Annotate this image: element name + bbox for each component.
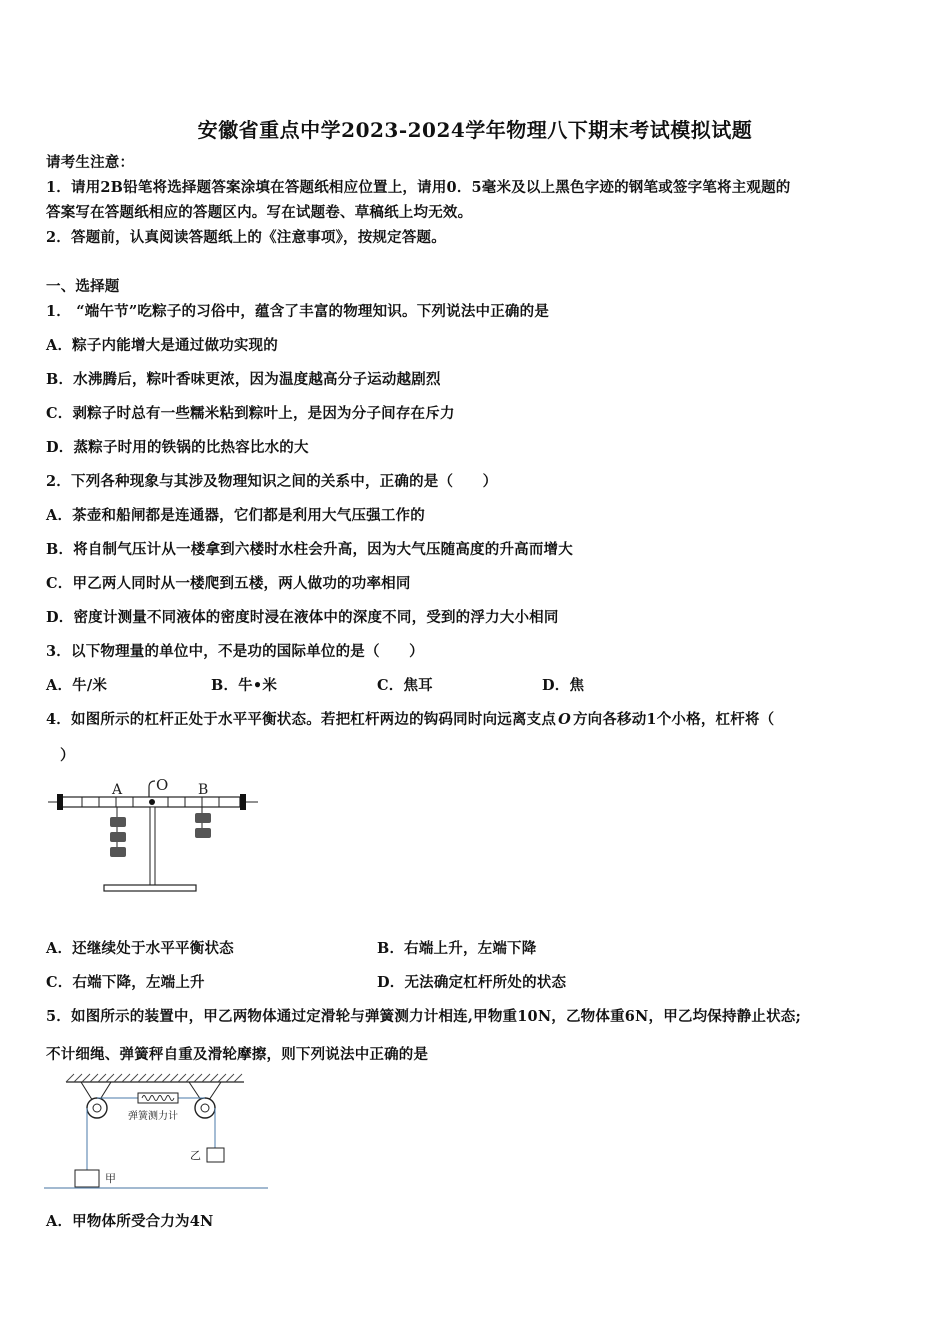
q1-option-a: A．粽子内能增大是通过做功实现的 [46,337,278,354]
object-yi [207,1148,224,1162]
q4-option-c: C．右端下降，左端上升 [46,974,205,991]
lever-figure [48,775,263,900]
q4-stem-part2: 方向各移动1个小格，杠杆将（ [572,711,775,728]
q4-stem [46,711,774,729]
right-pulley-axle [201,1104,209,1112]
lever-label-b: B [198,782,209,798]
q1-option-b: B．水沸腾后，粽叶香味更浓，因为温度越高分子运动越剧烈 [46,371,441,388]
lever-label-o: O [156,776,169,794]
q2-stem: 2．下列各种现象与其涉及物理知识之间的关系中，正确的是（ ） [46,473,498,490]
q3-option-d: D．焦 [542,677,585,694]
notice-line-2: 答案写在答题纸相应的答题区内。写在试题卷、草稿纸上均无效。 [46,204,473,221]
q3-option-a: A．牛/米 [46,677,108,694]
q2-option-d: D．密度计测量不同液体的密度时浸在液体中的深度不同，受到的浮力大小相同 [46,609,559,626]
q4-option-a: A．还继续处于水平平衡状态 [46,940,234,957]
q5-stem-line-2: 不计细绳、弹簧秤自重及滑轮摩擦，则下列说法中正确的是 [46,1046,429,1063]
lever-label-a: A [112,782,123,798]
q1-option-c: C．剥粽子时总有一些糯米粘到粽叶上，是因为分子间存在斥力 [46,405,455,422]
left-pulley-axle [93,1104,101,1112]
notice-line-3: 2．答题前，认真阅读答题纸上的《注意事项》，按规定答题。 [46,229,446,246]
object-jia-label: 甲 [105,1172,116,1185]
q3-option-b: B．牛•米 [211,677,278,694]
q3-stem: 3．以下物理量的单位中，不是功的国际单位的是（ ） [46,643,424,660]
q1-stem: 1． “端午节”吃粽子的习俗中，蕴含了丰富的物理知识。下列说法中正确的是 [46,303,550,320]
ceiling-hatch [66,1074,242,1082]
q4-stem-part1: 4．如图所示的杠杆正处于水平平衡状态。若把杠杆两边的钩码同时向远离支点 [46,711,557,728]
left-weights [110,807,126,857]
object-jia [75,1170,99,1187]
stand-base [104,885,196,891]
q4-option-b: B．右端上升，左端下降 [377,940,537,957]
q4-stem-pivot-o: O [558,711,571,728]
notice-line-1: 1．请用2B铅笔将选择题答案涂填在答题纸相应位置上，请用0．5毫米及以上黑色字迹的钢笔或签字笔将主观题的 [46,179,791,196]
stand-pole [150,807,155,885]
q3-option-c: C．焦耳 [377,677,433,694]
pivot-hook [149,781,155,797]
pivot-point [149,799,155,805]
paper-title: 安徽省重点中学2023-2024学年物理八下期末考试模拟试题 [197,118,753,142]
q2-option-b: B．将自制气压计从一楼拿到六楼时水柱会升高，因为大气压随高度的升高而增大 [46,541,573,558]
spring-scale-label: 弹簧测力计 [128,1111,178,1122]
section-heading: 一、选择题 [46,278,120,295]
q1-option-d: D．蒸粽子时用的铁锅的比热容比水的大 [46,439,309,456]
lever-left-nut [57,794,63,810]
q5-option-a: A．甲物体所受合力为4N [46,1213,214,1230]
lever-right-nut [240,794,246,810]
q2-option-c: C．甲乙两人同时从一楼爬到五楼，两人做功的功率相同 [46,575,411,592]
q2-option-a: A．茶壶和船闸都是连通器，它们都是利用大气压强工作的 [46,507,425,524]
object-yi-label: 乙 [190,1149,201,1162]
right-weights [195,807,211,838]
q5-stem-line-1: 5．如图所示的装置中，甲乙两物体通过定滑轮与弹簧测力计相连,甲物重10N，乙物体重6N，甲乙均保持静止状态; [46,1008,802,1025]
pulley-figure [44,1072,270,1192]
q4-option-d: D．无法确定杠杆所处的状态 [377,974,567,991]
notice-heading: 请考生注意： [46,154,135,171]
q4-stem-line-2: ） [60,747,75,764]
